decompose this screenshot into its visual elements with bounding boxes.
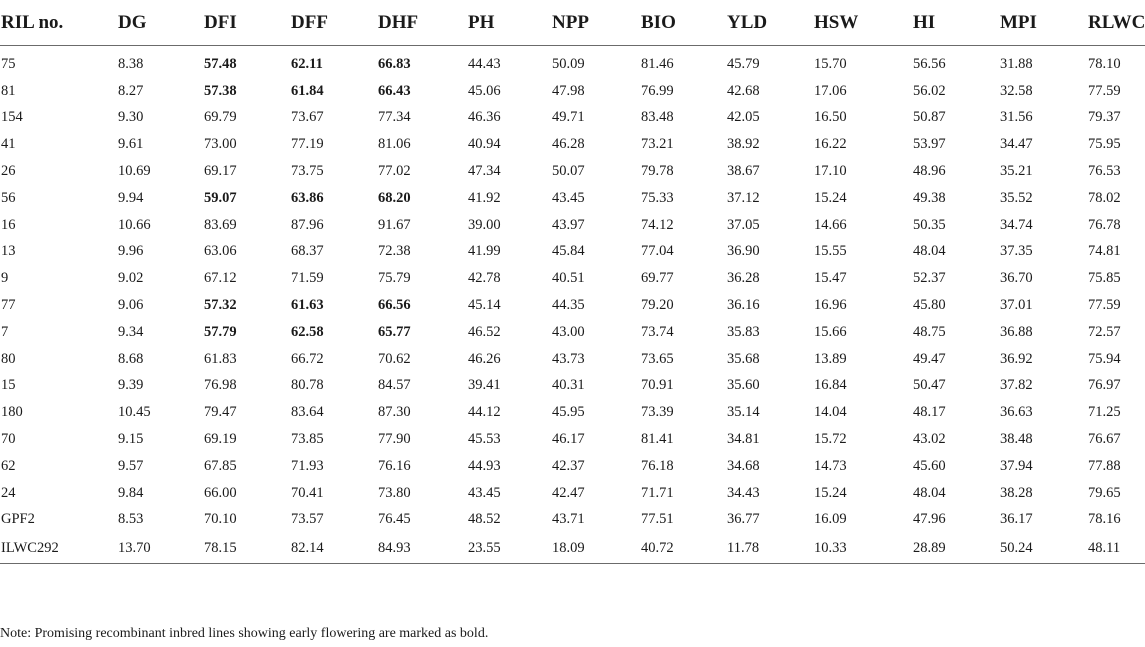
table-cell: 73.67 bbox=[291, 109, 324, 126]
table-cell: 77.59 bbox=[1088, 297, 1121, 314]
table-cell: 50.09 bbox=[552, 55, 585, 72]
table-cell: 76.53 bbox=[1088, 163, 1121, 180]
table-cell: 45.80 bbox=[913, 297, 946, 314]
table-cell: 73.00 bbox=[204, 136, 237, 153]
table-cell: 48.11 bbox=[1087, 533, 1145, 564]
table-cell: 87.96 bbox=[291, 216, 324, 233]
row-label-cell: 70 bbox=[1, 431, 16, 448]
table-cell: 50.87 bbox=[913, 109, 946, 126]
column-header: DFF bbox=[290, 0, 377, 46]
table-cell: 10.66 bbox=[118, 216, 151, 233]
table-cell: 34.68 bbox=[727, 457, 760, 474]
table-cell: 10.45 bbox=[118, 404, 151, 421]
table-cell: 77.88 bbox=[1088, 457, 1121, 474]
table-cell: 8.68 bbox=[118, 350, 144, 367]
table-cell: 76.98 bbox=[204, 377, 237, 394]
table-cell: 87.30 bbox=[378, 404, 411, 421]
table-cell: 35.21 bbox=[1000, 163, 1033, 180]
table-cell: 71.25 bbox=[1088, 404, 1121, 421]
table-cell: 73.39 bbox=[641, 404, 674, 421]
table-cell: 8.27 bbox=[118, 82, 144, 99]
table-row bbox=[0, 346, 1145, 373]
table-cell: 45.79 bbox=[727, 55, 760, 72]
table-cell: 70.10 bbox=[204, 511, 237, 528]
table-cell: 38.92 bbox=[727, 136, 760, 153]
table-note: Note: Promising recombinant inbred lines showing early flowering are marked as bold. bbox=[0, 626, 489, 641]
table-cell: 69.19 bbox=[204, 431, 237, 448]
table-cell: 78.15 bbox=[203, 533, 290, 564]
table-cell: 45.53 bbox=[468, 431, 501, 448]
table-cell: 13.70 bbox=[117, 533, 203, 564]
table-cell: 37.12 bbox=[727, 189, 760, 206]
table-cell: 48.04 bbox=[913, 243, 946, 260]
table-cell: 35.68 bbox=[727, 350, 760, 367]
table-cell: 9.96 bbox=[118, 243, 144, 260]
row-label-cell: GPF2 bbox=[1, 511, 35, 528]
table-cell: 57.79 bbox=[204, 323, 237, 340]
row-label-cell: 81 bbox=[1, 82, 16, 99]
table-cell: 56.56 bbox=[913, 55, 946, 72]
table-cell: 40.94 bbox=[468, 136, 501, 153]
table-row bbox=[0, 533, 1145, 564]
table-cell: 15.47 bbox=[814, 270, 847, 287]
row-label-cell: 41 bbox=[1, 136, 16, 153]
table-cell: 50.24 bbox=[999, 533, 1087, 564]
table-cell: 46.17 bbox=[552, 431, 585, 448]
table-cell: 15.66 bbox=[814, 323, 847, 340]
table-cell: 41.92 bbox=[468, 189, 501, 206]
table-cell: 43.97 bbox=[552, 216, 585, 233]
table-cell: 37.35 bbox=[1000, 243, 1033, 260]
table-cell: 15.70 bbox=[814, 55, 847, 72]
table-cell: 84.57 bbox=[378, 377, 411, 394]
table-cell: 71.59 bbox=[291, 270, 324, 287]
table-row bbox=[0, 78, 1145, 105]
table-cell: 16.50 bbox=[814, 109, 847, 126]
table-cell: 73.65 bbox=[641, 350, 674, 367]
table-cell: 42.05 bbox=[727, 109, 760, 126]
table-cell: 34.43 bbox=[727, 484, 760, 501]
table-cell: 15.72 bbox=[814, 431, 847, 448]
table-cell: 67.85 bbox=[204, 457, 237, 474]
column-header: NPP bbox=[551, 0, 640, 46]
column-header: DHF bbox=[377, 0, 467, 46]
column-header: PH bbox=[467, 0, 551, 46]
table-row bbox=[0, 51, 1145, 78]
table-row bbox=[0, 292, 1145, 319]
row-label-cell: 62 bbox=[1, 457, 16, 474]
table-cell: 43.45 bbox=[468, 484, 501, 501]
table-cell: 43.45 bbox=[552, 189, 585, 206]
table-cell: 76.67 bbox=[1088, 431, 1121, 448]
table-cell: 37.01 bbox=[1000, 297, 1033, 314]
table-row bbox=[0, 453, 1145, 480]
column-header: RIL no. bbox=[0, 0, 117, 46]
table-cell: 40.72 bbox=[640, 533, 726, 564]
row-label-cell: 26 bbox=[1, 163, 16, 180]
table-cell: 76.16 bbox=[378, 457, 411, 474]
table-cell: 39.41 bbox=[468, 377, 501, 394]
table-cell: 72.38 bbox=[378, 243, 411, 260]
table-cell: 46.52 bbox=[468, 323, 501, 340]
table-cell: 77.04 bbox=[641, 243, 674, 260]
table-cell: 45.60 bbox=[913, 457, 946, 474]
table-cell: 9.39 bbox=[118, 377, 144, 394]
table-cell: 43.02 bbox=[913, 431, 946, 448]
table-cell: 42.78 bbox=[468, 270, 501, 287]
table-cell: 68.20 bbox=[378, 189, 411, 206]
table-cell: 81.06 bbox=[378, 136, 411, 153]
table-cell: 69.77 bbox=[641, 270, 674, 287]
table-cell: 79.20 bbox=[641, 297, 674, 314]
table-cell: 38.28 bbox=[1000, 484, 1033, 501]
table-cell: 72.57 bbox=[1088, 323, 1121, 340]
table-cell: 40.31 bbox=[552, 377, 585, 394]
table-cell: 9.15 bbox=[118, 431, 144, 448]
row-label-cell: 16 bbox=[1, 216, 16, 233]
table-cell: 35.60 bbox=[727, 377, 760, 394]
table-cell: 66.00 bbox=[204, 484, 237, 501]
row-label-cell: ILWC292 bbox=[0, 533, 117, 564]
table-cell: 78.10 bbox=[1088, 55, 1121, 72]
table-row bbox=[0, 507, 1145, 534]
table-cell: 75.94 bbox=[1088, 350, 1121, 367]
table-cell: 73.85 bbox=[291, 431, 324, 448]
row-label-cell: 15 bbox=[1, 377, 16, 394]
table-cell: 57.48 bbox=[204, 55, 237, 72]
table-cell: 83.48 bbox=[641, 109, 674, 126]
table-cell: 62.11 bbox=[291, 55, 323, 72]
table-cell: 76.78 bbox=[1088, 216, 1121, 233]
table-row bbox=[0, 105, 1145, 132]
table-cell: 47.34 bbox=[468, 163, 501, 180]
table-cell: 44.12 bbox=[468, 404, 501, 421]
table-cell: 66.83 bbox=[378, 55, 411, 72]
row-label-cell: 75 bbox=[1, 55, 16, 72]
table-cell: 28.89 bbox=[912, 533, 999, 564]
table-cell: 66.43 bbox=[378, 82, 411, 99]
table-cell: 46.28 bbox=[552, 136, 585, 153]
table-cell: 36.16 bbox=[727, 297, 760, 314]
table-cell: 37.82 bbox=[1000, 377, 1033, 394]
table-cell: 59.07 bbox=[204, 189, 237, 206]
table-row bbox=[0, 399, 1145, 426]
table-cell: 53.97 bbox=[913, 136, 946, 153]
table-cell: 9.57 bbox=[118, 457, 144, 474]
table-cell: 34.81 bbox=[727, 431, 760, 448]
table-cell: 71.93 bbox=[291, 457, 324, 474]
table-cell: 79.47 bbox=[204, 404, 237, 421]
table-row bbox=[0, 480, 1145, 507]
table-row bbox=[0, 265, 1145, 292]
column-header: BIO bbox=[640, 0, 726, 46]
table-cell: 74.81 bbox=[1088, 243, 1121, 260]
table-cell: 73.75 bbox=[291, 163, 324, 180]
table-cell: 84.93 bbox=[377, 533, 467, 564]
row-label-cell: 9 bbox=[1, 270, 9, 287]
table-cell: 65.77 bbox=[378, 323, 411, 340]
table-cell: 32.58 bbox=[1000, 82, 1033, 99]
table-cell: 31.56 bbox=[1000, 109, 1033, 126]
table-cell: 43.71 bbox=[552, 511, 585, 528]
table-cell: 75.33 bbox=[641, 189, 674, 206]
table-cell: 56.02 bbox=[913, 82, 946, 99]
table-cell: 43.73 bbox=[552, 350, 585, 367]
table-cell: 31.88 bbox=[1000, 55, 1033, 72]
table-cell: 83.69 bbox=[204, 216, 237, 233]
table-row bbox=[0, 185, 1145, 212]
table-cell: 35.83 bbox=[727, 323, 760, 340]
table-cell: 68.37 bbox=[291, 243, 324, 260]
table-cell: 61.84 bbox=[291, 82, 324, 99]
table-cell: 44.93 bbox=[468, 457, 501, 474]
table-cell: 42.68 bbox=[727, 82, 760, 99]
table-cell: 50.07 bbox=[552, 163, 585, 180]
table-cell: 50.47 bbox=[913, 377, 946, 394]
table-cell: 10.33 bbox=[813, 533, 912, 564]
table-cell: 36.63 bbox=[1000, 404, 1033, 421]
row-label-cell: 180 bbox=[1, 404, 23, 421]
table-cell: 36.92 bbox=[1000, 350, 1033, 367]
table-cell: 36.17 bbox=[1000, 511, 1033, 528]
table-cell: 69.17 bbox=[204, 163, 237, 180]
column-header: DG bbox=[117, 0, 203, 46]
table-cell: 63.06 bbox=[204, 243, 237, 260]
table-cell: 9.84 bbox=[118, 484, 144, 501]
table-cell: 79.65 bbox=[1088, 484, 1121, 501]
row-label-cell: 13 bbox=[1, 243, 16, 260]
table-cell: 9.34 bbox=[118, 323, 144, 340]
table-cell: 70.62 bbox=[378, 350, 411, 367]
table-cell: 45.84 bbox=[552, 243, 585, 260]
table-cell: 42.47 bbox=[552, 484, 585, 501]
table-cell: 46.36 bbox=[468, 109, 501, 126]
table-cell: 81.46 bbox=[641, 55, 674, 72]
table-cell: 82.14 bbox=[290, 533, 377, 564]
table-cell: 38.67 bbox=[727, 163, 760, 180]
table-cell: 37.05 bbox=[727, 216, 760, 233]
table-cell: 71.71 bbox=[641, 484, 674, 501]
table-cell: 50.35 bbox=[913, 216, 946, 233]
table-cell: 57.38 bbox=[204, 82, 237, 99]
table-cell: 9.02 bbox=[118, 270, 144, 287]
row-label-cell: 77 bbox=[1, 297, 16, 314]
table-row bbox=[0, 239, 1145, 266]
table-cell: 15.55 bbox=[814, 243, 847, 260]
table-cell: 73.80 bbox=[378, 484, 411, 501]
table-cell: 46.26 bbox=[468, 350, 501, 367]
column-header: MPI bbox=[999, 0, 1087, 46]
table-cell: 75.85 bbox=[1088, 270, 1121, 287]
table-cell: 62.58 bbox=[291, 323, 324, 340]
table-cell: 16.84 bbox=[814, 377, 847, 394]
table-row bbox=[0, 319, 1145, 346]
table-row bbox=[0, 131, 1145, 158]
table-cell: 10.69 bbox=[118, 163, 151, 180]
column-header: YLD bbox=[726, 0, 813, 46]
table-cell: 47.98 bbox=[552, 82, 585, 99]
table-cell: 49.47 bbox=[913, 350, 946, 367]
table-cell: 37.94 bbox=[1000, 457, 1033, 474]
table-cell: 8.38 bbox=[118, 55, 144, 72]
table-cell: 78.02 bbox=[1088, 189, 1121, 206]
column-header: RLWC bbox=[1087, 0, 1145, 46]
column-header: HI bbox=[912, 0, 999, 46]
table-cell: 48.52 bbox=[468, 511, 501, 528]
table-cell: 77.02 bbox=[378, 163, 411, 180]
table-cell: 74.12 bbox=[641, 216, 674, 233]
table-cell: 66.72 bbox=[291, 350, 324, 367]
table-body bbox=[0, 46, 1145, 564]
table-cell: 36.90 bbox=[727, 243, 760, 260]
table-cell: 52.37 bbox=[913, 270, 946, 287]
table-cell: 40.51 bbox=[552, 270, 585, 287]
table-cell: 67.12 bbox=[204, 270, 237, 287]
table-cell: 63.86 bbox=[291, 189, 324, 206]
table-cell: 14.66 bbox=[814, 216, 847, 233]
table-cell: 48.96 bbox=[913, 163, 946, 180]
table-cell: 79.37 bbox=[1088, 109, 1121, 126]
table-cell: 77.34 bbox=[378, 109, 411, 126]
table-cell: 15.24 bbox=[814, 189, 847, 206]
table-cell: 57.32 bbox=[204, 297, 237, 314]
table-cell: 76.97 bbox=[1088, 377, 1121, 394]
table-cell: 35.52 bbox=[1000, 189, 1033, 206]
table-cell: 9.30 bbox=[118, 109, 144, 126]
table-cell: 91.67 bbox=[378, 216, 411, 233]
table-cell: 13.89 bbox=[814, 350, 847, 367]
table-cell: 77.19 bbox=[291, 136, 324, 153]
table-cell: 76.18 bbox=[641, 457, 674, 474]
row-label-cell: 154 bbox=[1, 109, 23, 126]
table-cell: 43.00 bbox=[552, 323, 585, 340]
table-row bbox=[0, 426, 1145, 453]
table-cell: 49.71 bbox=[552, 109, 585, 126]
table-cell: 70.41 bbox=[291, 484, 324, 501]
table-cell: 38.48 bbox=[1000, 431, 1033, 448]
table-cell: 17.10 bbox=[814, 163, 847, 180]
table-cell: 77.90 bbox=[378, 431, 411, 448]
table-row bbox=[0, 158, 1145, 185]
table-cell: 61.83 bbox=[204, 350, 237, 367]
table-cell: 79.78 bbox=[641, 163, 674, 180]
table-cell: 75.95 bbox=[1088, 136, 1121, 153]
table-cell: 45.06 bbox=[468, 82, 501, 99]
table-cell: 44.35 bbox=[552, 297, 585, 314]
table-cell: 35.14 bbox=[727, 404, 760, 421]
table-cell: 48.75 bbox=[913, 323, 946, 340]
table-header bbox=[0, 0, 1145, 46]
table-cell: 11.78 bbox=[726, 533, 813, 564]
row-label-cell: 80 bbox=[1, 350, 16, 367]
table-cell: 78.16 bbox=[1088, 511, 1121, 528]
table-cell: 14.73 bbox=[814, 457, 847, 474]
table-cell: 76.99 bbox=[641, 82, 674, 99]
table-cell: 45.14 bbox=[468, 297, 501, 314]
table-cell: 9.06 bbox=[118, 297, 144, 314]
table-cell: 16.09 bbox=[814, 511, 847, 528]
table-cell: 83.64 bbox=[291, 404, 324, 421]
table-cell: 61.63 bbox=[291, 297, 324, 314]
table-cell: 49.38 bbox=[913, 189, 946, 206]
table-cell: 15.24 bbox=[814, 484, 847, 501]
table-row bbox=[0, 212, 1145, 239]
table-cell: 36.28 bbox=[727, 270, 760, 287]
table-cell: 81.41 bbox=[641, 431, 674, 448]
header-row bbox=[0, 0, 1145, 46]
table-cell: 9.61 bbox=[118, 136, 144, 153]
table-cell: 42.37 bbox=[552, 457, 585, 474]
table-row bbox=[0, 373, 1145, 400]
table-cell: 18.09 bbox=[551, 533, 640, 564]
table-cell: 70.91 bbox=[641, 377, 674, 394]
table-cell: 73.57 bbox=[291, 511, 324, 528]
table-cell: 34.74 bbox=[1000, 216, 1033, 233]
table-cell: 16.22 bbox=[814, 136, 847, 153]
table-cell: 73.21 bbox=[641, 136, 674, 153]
table-cell: 66.56 bbox=[378, 297, 411, 314]
table-cell: 41.99 bbox=[468, 243, 501, 260]
column-header: DFI bbox=[203, 0, 290, 46]
table-cell: 80.78 bbox=[291, 377, 324, 394]
table-cell: 39.00 bbox=[468, 216, 501, 233]
table-cell: 77.59 bbox=[1088, 82, 1121, 99]
row-label-cell: 7 bbox=[1, 323, 9, 340]
table-cell: 9.94 bbox=[118, 189, 144, 206]
table-cell: 23.55 bbox=[467, 533, 551, 564]
table-cell: 8.53 bbox=[118, 511, 144, 528]
column-header: HSW bbox=[813, 0, 912, 46]
table-cell: 77.51 bbox=[641, 511, 674, 528]
table-cell: 34.47 bbox=[1000, 136, 1033, 153]
table-cell: 16.96 bbox=[814, 297, 847, 314]
table-cell: 48.17 bbox=[913, 404, 946, 421]
table-cell: 17.06 bbox=[814, 82, 847, 99]
table-cell: 45.95 bbox=[552, 404, 585, 421]
table-cell: 76.45 bbox=[378, 511, 411, 528]
table-cell: 47.96 bbox=[913, 511, 946, 528]
table-cell: 14.04 bbox=[814, 404, 847, 421]
table-cell: 36.70 bbox=[1000, 270, 1033, 287]
table-cell: 73.74 bbox=[641, 323, 674, 340]
table-cell: 36.88 bbox=[1000, 323, 1033, 340]
table-cell: 36.77 bbox=[727, 511, 760, 528]
table-cell: 75.79 bbox=[378, 270, 411, 287]
row-label-cell: 56 bbox=[1, 189, 16, 206]
table-cell: 69.79 bbox=[204, 109, 237, 126]
table-cell: 48.04 bbox=[913, 484, 946, 501]
table-cell: 44.43 bbox=[468, 55, 501, 72]
row-label-cell: 24 bbox=[1, 484, 16, 501]
